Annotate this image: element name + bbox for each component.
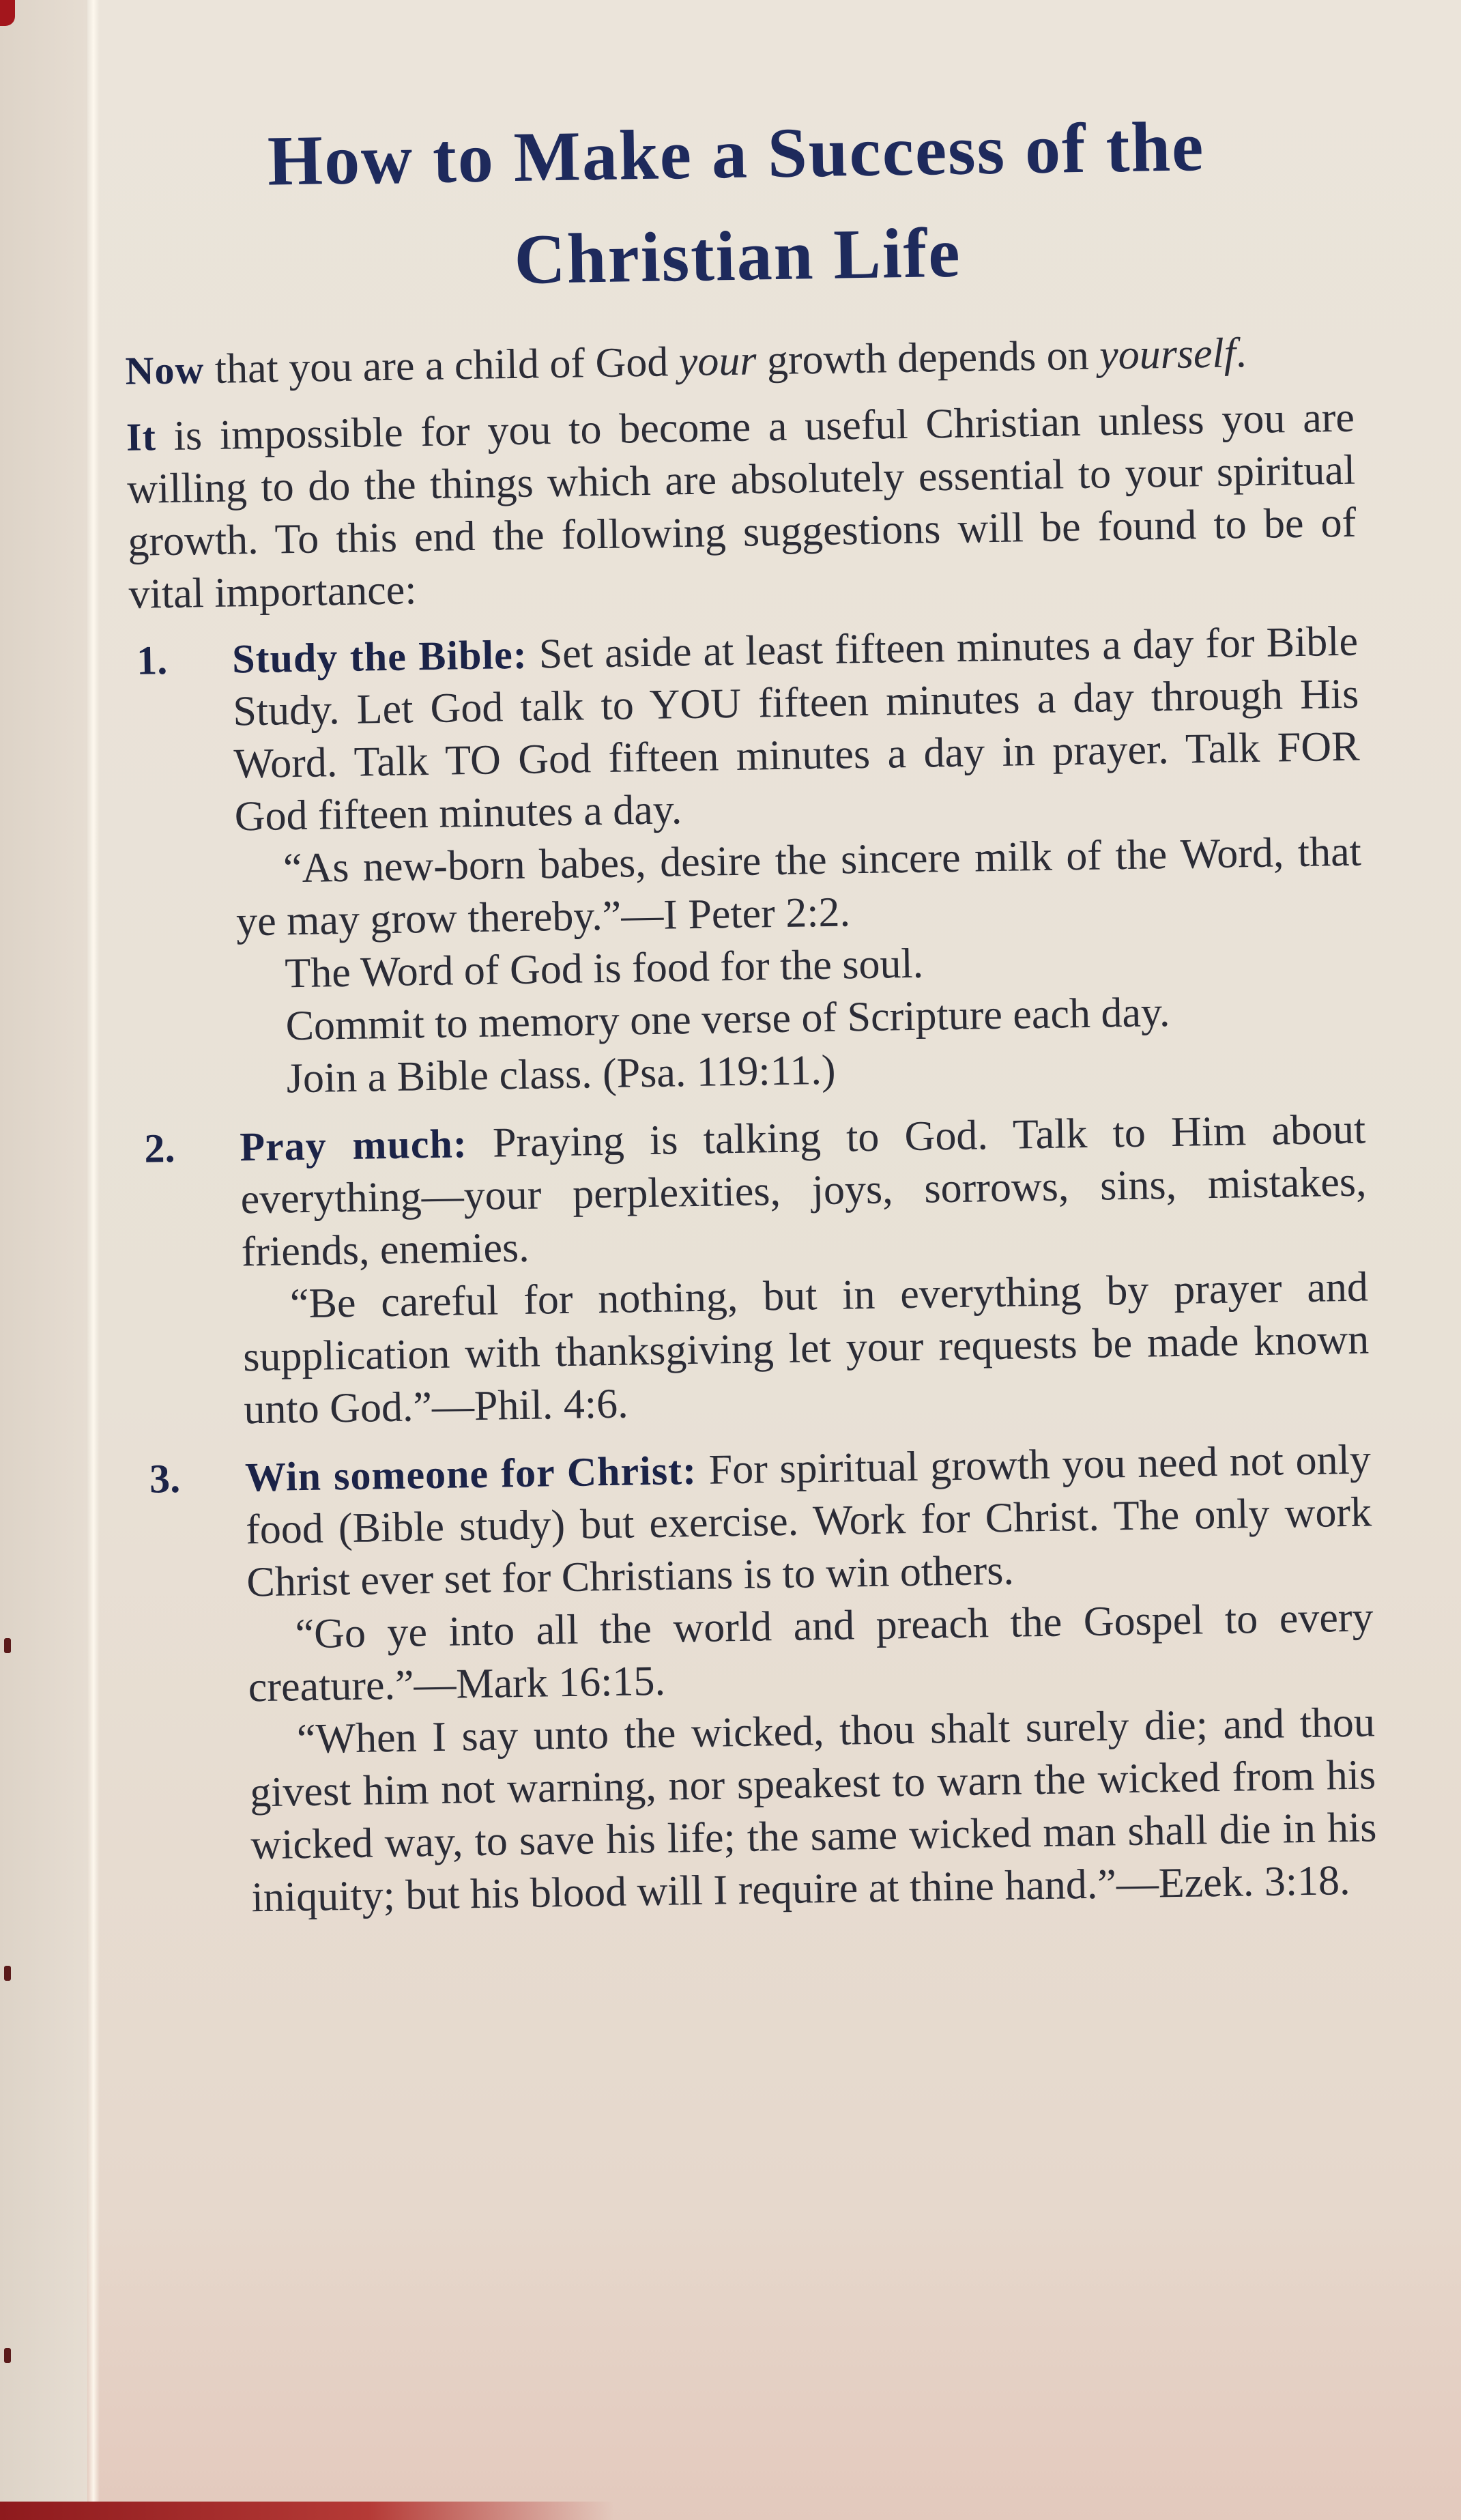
list-number: 1. bbox=[136, 638, 168, 683]
title-line-1: How to Make a Success of the bbox=[267, 107, 1206, 201]
list-item-pray-much bbox=[137, 1104, 1370, 1438]
item-note: The Word of God is food for the soul. bbox=[284, 940, 924, 997]
list-item-win-someone bbox=[142, 1433, 1378, 1925]
list-item-study-bible bbox=[130, 616, 1365, 1108]
list-number: 3. bbox=[149, 1455, 181, 1502]
item-text: Praying is talking to God. Talk to Him about everything—your perplexities, joys, sorrows, sins, mistakes, friends, enemies. bbox=[240, 1106, 1367, 1276]
lead-word: Now bbox=[125, 347, 205, 393]
item-note: Commit to memory one verse of Scripture each day. bbox=[285, 989, 1170, 1050]
edge-mark bbox=[4, 2348, 11, 2363]
title-line-2: Christian Life bbox=[513, 213, 962, 299]
scripture-quote: “As new-born babes, desire the sincere milk of the Word, that ye may grow thereby.”—I Peter 2:2. bbox=[235, 828, 1362, 945]
page-left-margin-shadow bbox=[0, 0, 87, 2520]
emphasis: your bbox=[678, 337, 757, 386]
intro-paragraph-2: It is impossible for you to become a useful Christian unless you are willing to do the things which are absolutely essential to your spiritual growth. To this end the following suggestions will be found to be of vital importance: bbox=[126, 394, 1357, 618]
item-heading: Win someone for Christ: bbox=[244, 1447, 697, 1500]
edge-mark bbox=[4, 1966, 11, 1981]
item-text: Set aside at least fifteen minutes a day for Bible Study. Let God talk to YOU fifteen minutes a day through His Word. Talk TO God fifteen minutes a day in prayer. Talk FOR God fifteen minutes a day. bbox=[232, 618, 1360, 840]
item-heading: Study the Bible: bbox=[231, 631, 528, 682]
emphasis: yourself bbox=[1099, 330, 1236, 379]
scripture-quote: “Be careful for nothing, but in everything by prayer and supplication with thanksgiving let your requests be made known unto God.”—Phil. 4:6. bbox=[242, 1263, 1370, 1433]
item-note: Join a Bible class. (Psa. 119:11.) bbox=[286, 1046, 837, 1102]
page-fold-highlight bbox=[87, 0, 100, 2520]
list-number: 2. bbox=[143, 1125, 175, 1171]
body-text bbox=[125, 326, 1378, 1941]
edge-mark bbox=[4, 1638, 11, 1653]
page-title bbox=[121, 94, 1352, 317]
red-binding-corner bbox=[0, 0, 15, 26]
red-cover-edge bbox=[0, 2502, 614, 2520]
scripture-quote: “When I say unto the wicked, thou shalt surely die; and thou givest him not warning, nor speakest to warn the wicked from his wicked way, to save his life; the same wicked man shall die in his iniquity; but his blood will I require at thine hand.”—Ezek. 3:18. bbox=[249, 1699, 1377, 1921]
intro-paragraph-1: Now that you are a child of God your growth depends on yourself. bbox=[125, 330, 1247, 393]
item-heading: Pray much: bbox=[239, 1121, 468, 1170]
scripture-quote: “Go ye into all the world and preach the Gospel to every creature.”—Mark 16:15. bbox=[248, 1594, 1374, 1711]
lead-word: It bbox=[126, 414, 157, 459]
item-text: For spiritual growth you need not only food (Bible study) but exercise. Work for Christ. The only work Christ ever set for Christians is to win others. bbox=[245, 1436, 1372, 1606]
